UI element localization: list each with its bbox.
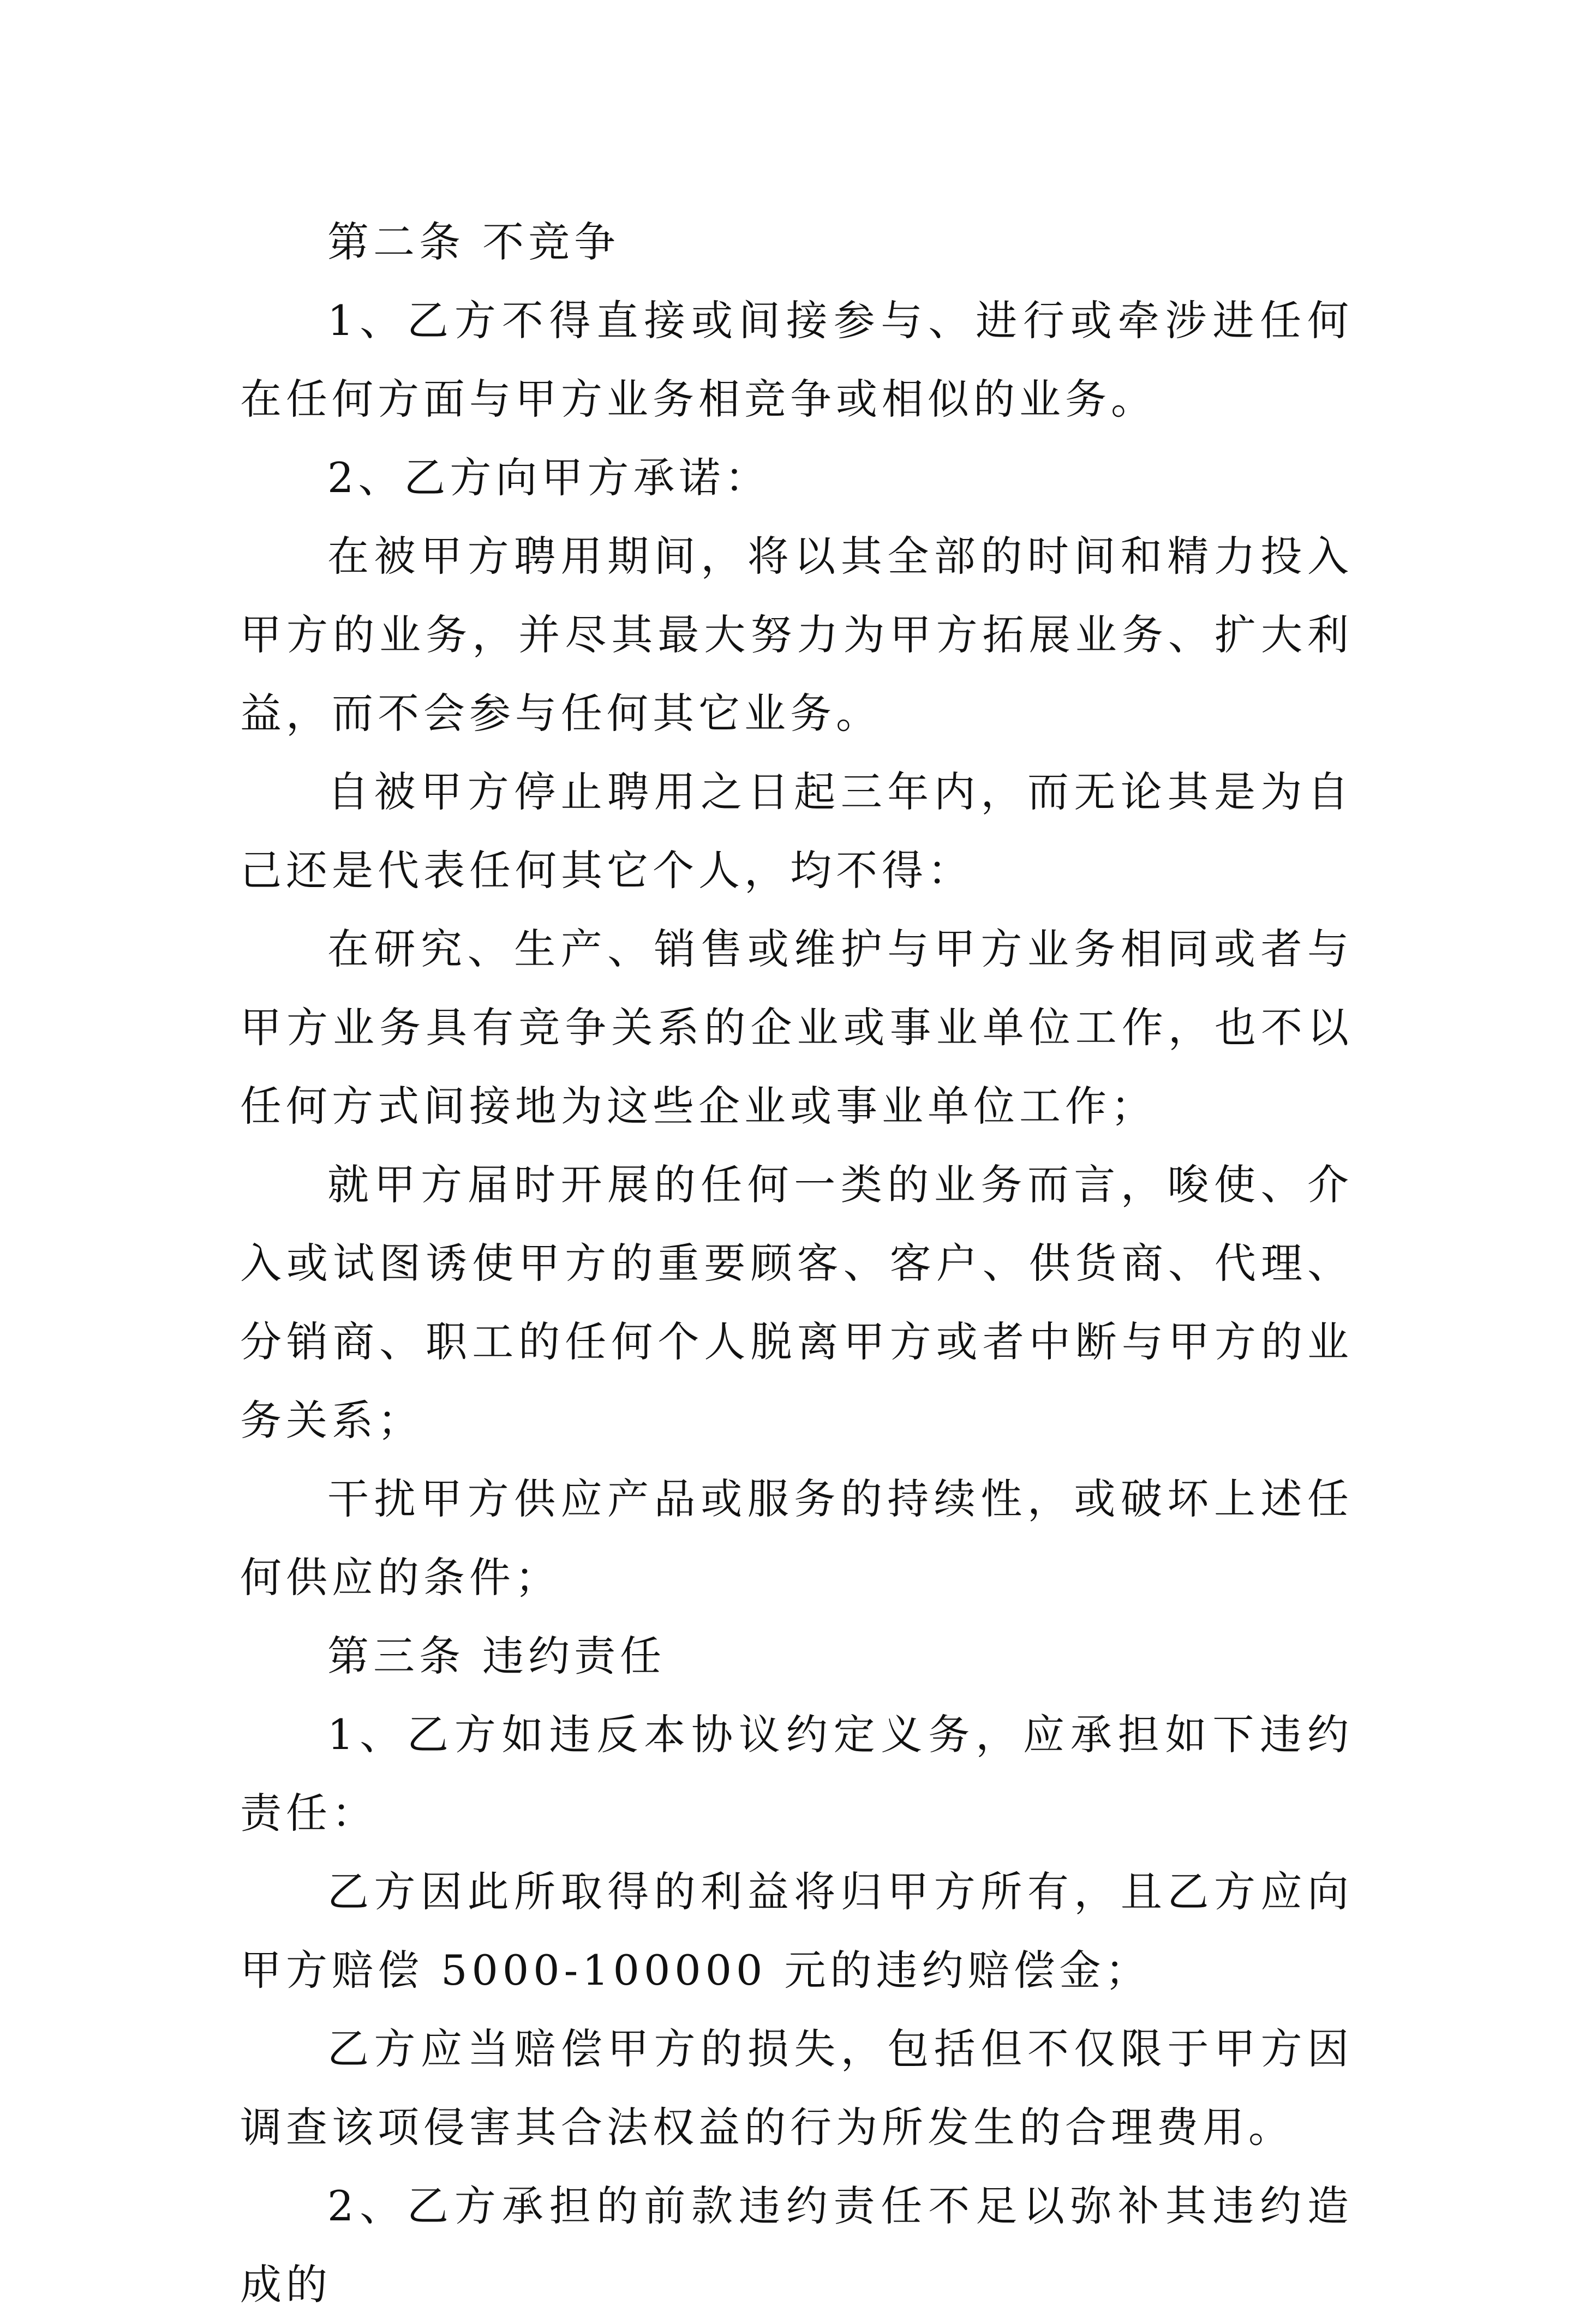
- article-3-clause-1: 1、乙方如违反本协议约定义务，应承担如下违约责任：: [240, 1710, 1353, 1837]
- article-3-heading: 第三条 违约责任: [327, 1632, 666, 1680]
- document-body: [240, 203, 1353, 2324]
- restriction-solicitation: 就甲方届时开展的任何一类的业务而言，唆使、介入或试图诱使甲方的重要顾客、客户、供货商、代理、分销商、职工的任何个人脱离甲方或者中断与甲方的业务关系；: [240, 1160, 1353, 1445]
- commitment-after-employment: 自被甲方停止聘用之日起三年内，而无论其是为自己还是代表任何其它个人，均不得：: [240, 768, 1353, 895]
- liability-compensation: 乙方因此所取得的利益将归甲方所有，且乙方应向甲方赔偿 5000-100000 元的违约赔偿金；: [240, 1867, 1353, 1994]
- article-2-clause-2: 2、乙方向甲方承诺：: [327, 453, 771, 502]
- commitment-during-employment: 在被甲方聘用期间，将以其全部的时间和精力投入甲方的业务，并尽其最大努力为甲方拓展业务、扩大利益，而不会参与任何其它业务。: [240, 532, 1353, 738]
- restriction-supply-interference: 干扰甲方供应产品或服务的持续性，或破坏上述任何供应的条件；: [240, 1475, 1353, 1602]
- article-2-clause-1: 1、乙方不得直接或间接参与、进行或牵涉进任何在任何方面与甲方业务相竞争或相似的业务。: [240, 296, 1353, 423]
- article-2-heading: 第二条 不竞争: [327, 218, 620, 266]
- article-3-clause-2: 2、乙方承担的前款违约责任不足以弥补其违约造成的: [240, 2182, 1353, 2309]
- restriction-competing-work: 在研究、生产、销售或维护与甲方业务相同或者与甲方业务具有竞争关系的企业或事业单位工作，也不以任何方式间接地为这些企业或事业单位工作；: [240, 925, 1353, 1130]
- liability-losses: 乙方应当赔偿甲方的损失，包括但不仅限于甲方因调查该项侵害其合法权益的行为所发生的合理费用。: [240, 2024, 1353, 2152]
